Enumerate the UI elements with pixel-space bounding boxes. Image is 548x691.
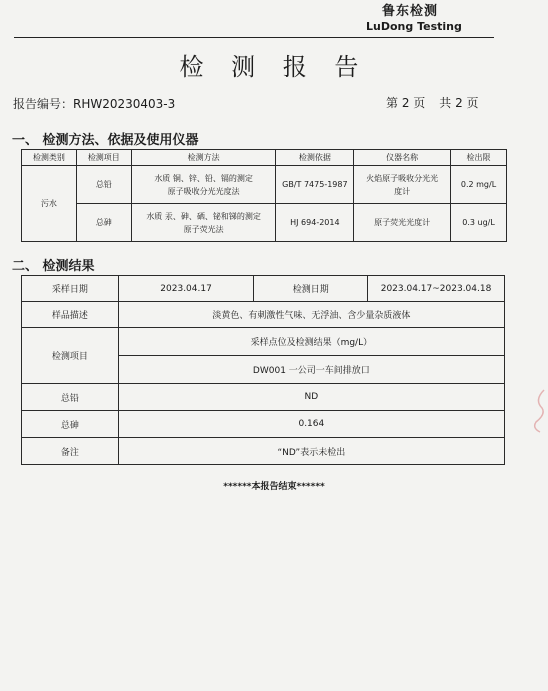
item-cell: 总砷 <box>76 204 131 242</box>
sampling-date-label: 采样日期 <box>22 276 119 302</box>
report-end: ******本报告结束****** <box>223 482 325 492</box>
page-total: 共 2 页 <box>439 96 479 110</box>
item-cell: 总铅 <box>76 166 131 204</box>
instrument-line: 度计 <box>394 186 411 196</box>
note-value: “ND”表示未检出 <box>118 438 504 465</box>
table-row <box>22 302 505 328</box>
col-header: 仪器名称 <box>354 150 451 166</box>
result-value: 0.164 <box>118 411 504 438</box>
table-row <box>22 276 505 302</box>
basis-cell: GB/T 7475-1987 <box>276 166 354 204</box>
stamp-mark-partial <box>530 388 548 434</box>
test-date-value: 2023.04.17~2023.04.18 <box>368 276 505 302</box>
method-line: 水质 汞、砷、硒、铋和锑的测定 <box>146 211 261 221</box>
section-heading-methods: 一、 检测方法、依据及使用仪器 <box>12 133 199 148</box>
method-line: 水质 铜、锌、铅、镉的测定 <box>154 173 253 183</box>
method-line: 原子吸收分光光度法 <box>167 186 240 196</box>
instrument-cell: 原子荧光光度计 <box>354 204 451 242</box>
method-line: 原子荧光法 <box>183 224 224 234</box>
col-header: 检测类别 <box>22 150 77 166</box>
result-value: ND <box>118 384 504 411</box>
report-number: 报告编号：RHW20230403-3 <box>13 97 176 111</box>
col-header: 检出限 <box>451 150 507 166</box>
methods-table <box>21 149 507 242</box>
test-date-label: 检测日期 <box>254 276 368 302</box>
site-cell: DW001 一公司一车间排放口 <box>118 356 504 384</box>
table-row <box>22 384 505 411</box>
item-label: 检测项目 <box>22 328 119 384</box>
table-row <box>22 166 507 204</box>
section-heading-results: 二、 检测结果 <box>12 259 95 274</box>
table-row <box>22 411 505 438</box>
description-value: 淡黄色、有刺激性气味、无浮油、含少量杂质液体 <box>118 302 504 328</box>
header-divider <box>14 37 494 38</box>
results-header: 采样点位及检测结果（mg/L） <box>118 328 504 356</box>
limit-cell: 0.2 mg/L <box>451 166 507 204</box>
col-header: 检测项目 <box>76 150 131 166</box>
col-header: 检测方法 <box>131 150 276 166</box>
brand-name-cn: 鲁东检测 <box>382 4 439 19</box>
page-number: 第 2 页 <box>386 96 426 110</box>
table-row <box>22 438 505 465</box>
col-header: 检测依据 <box>276 150 354 166</box>
result-item: 总铅 <box>22 384 119 411</box>
page-title: 检 测 报 告 <box>179 53 369 81</box>
brand-name-en: LuDong Testing <box>366 20 462 33</box>
sampling-date-value: 2023.04.17 <box>118 276 254 302</box>
methods-table-header <box>22 150 507 166</box>
method-cell <box>131 166 276 204</box>
description-label: 样品描述 <box>22 302 119 328</box>
basis-cell: HJ 694-2014 <box>276 204 354 242</box>
method-cell <box>131 204 276 242</box>
instrument-line: 火焰原子吸收分光光 <box>366 173 439 183</box>
results-table <box>21 275 505 465</box>
table-row <box>22 328 505 356</box>
table-row <box>22 204 507 242</box>
category-cell: 污水 <box>22 166 77 242</box>
result-item: 总砷 <box>22 411 119 438</box>
limit-cell: 0.3 ug/L <box>451 204 507 242</box>
instrument-cell <box>354 166 451 204</box>
page-info <box>386 94 493 111</box>
note-label: 备注 <box>22 438 119 465</box>
